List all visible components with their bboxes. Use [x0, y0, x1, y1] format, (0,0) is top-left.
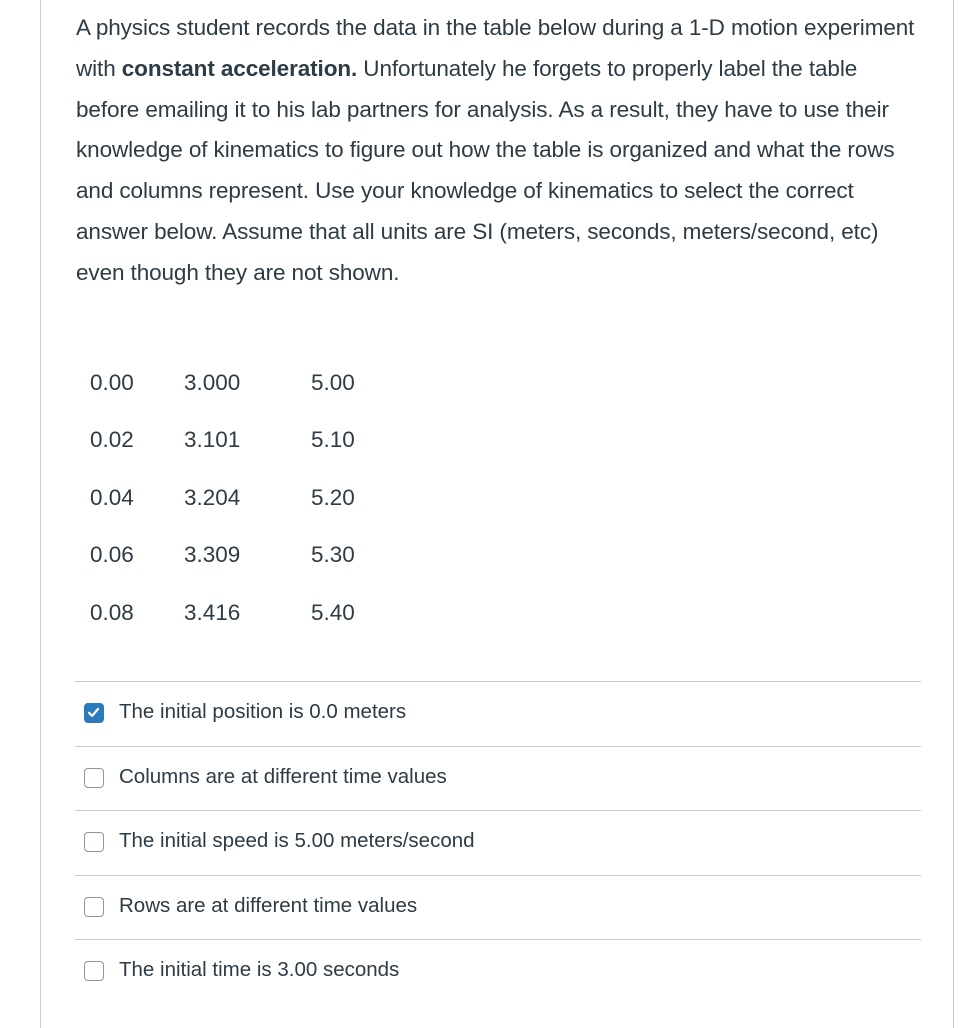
table-row: [86, 354, 391, 412]
question-panel: [40, 0, 954, 1028]
table-cell: 3.000: [184, 369, 241, 395]
answer-option-4[interactable]: [75, 875, 921, 940]
question-text-part-1: A physics student records the data in the table below during a 1-D motion experiment with: [76, 15, 915, 81]
answer-checkbox-4[interactable]: [84, 897, 104, 917]
answer-checkbox-5[interactable]: [84, 961, 104, 981]
table-row: [86, 584, 391, 642]
table-cell: 3.309: [184, 542, 241, 568]
table-cell: 0.06: [90, 542, 134, 568]
answer-list: [75, 681, 921, 1004]
table-row: [86, 469, 391, 527]
answer-label: Rows are at different time values: [119, 893, 418, 917]
table-row: [86, 412, 391, 470]
answer-checkbox-2[interactable]: [84, 768, 104, 788]
answer-label: The initial time is 3.00 seconds: [119, 958, 400, 981]
answer-option-5[interactable]: [75, 939, 921, 1004]
table-cell: 3.204: [184, 484, 241, 510]
data-table: [86, 354, 391, 642]
table-cell: 0.08: [90, 599, 134, 625]
answer-label: Columns are at different time values: [119, 764, 447, 788]
table-cell: 5.00: [311, 369, 355, 395]
checkmark-icon: [87, 706, 100, 719]
answer-label: The initial speed is 5.00 meters/second: [119, 829, 475, 852]
question-text-part-2: Unfortunately he forgets to properly label the table before emailing it to his lab partners for analysis. As a result, they have to use their knowledge of kinematics to figure out how the table is organized and what the rows and columns represent. Use your knowledge of kinematics to select the correct answer below. Assume that all units are SI (meters, seconds, meters/second, etc) even though they are not shown.: [76, 55, 895, 285]
table-cell: 5.10: [311, 427, 355, 453]
question-bold-text: constant acceleration.: [121, 55, 358, 81]
table-cell: 3.416: [184, 599, 241, 625]
answer-option-3[interactable]: [75, 810, 921, 875]
table-cell: 0.02: [90, 427, 134, 453]
answer-checkbox-1[interactable]: [84, 703, 104, 723]
table-cell: 5.20: [311, 484, 355, 510]
table-cell: 5.30: [311, 542, 355, 568]
answer-checkbox-3[interactable]: [84, 832, 104, 852]
table-cell: 3.101: [184, 427, 241, 453]
table-cell: 5.40: [311, 599, 355, 625]
question-text: [76, 8, 926, 294]
table-row: [86, 527, 391, 585]
table-cell: 0.00: [90, 369, 134, 395]
table-cell: 0.04: [90, 484, 134, 510]
answer-option-1[interactable]: [75, 681, 921, 746]
answer-label: The initial position is 0.0 meters: [119, 700, 407, 723]
answer-option-2[interactable]: [75, 746, 921, 811]
